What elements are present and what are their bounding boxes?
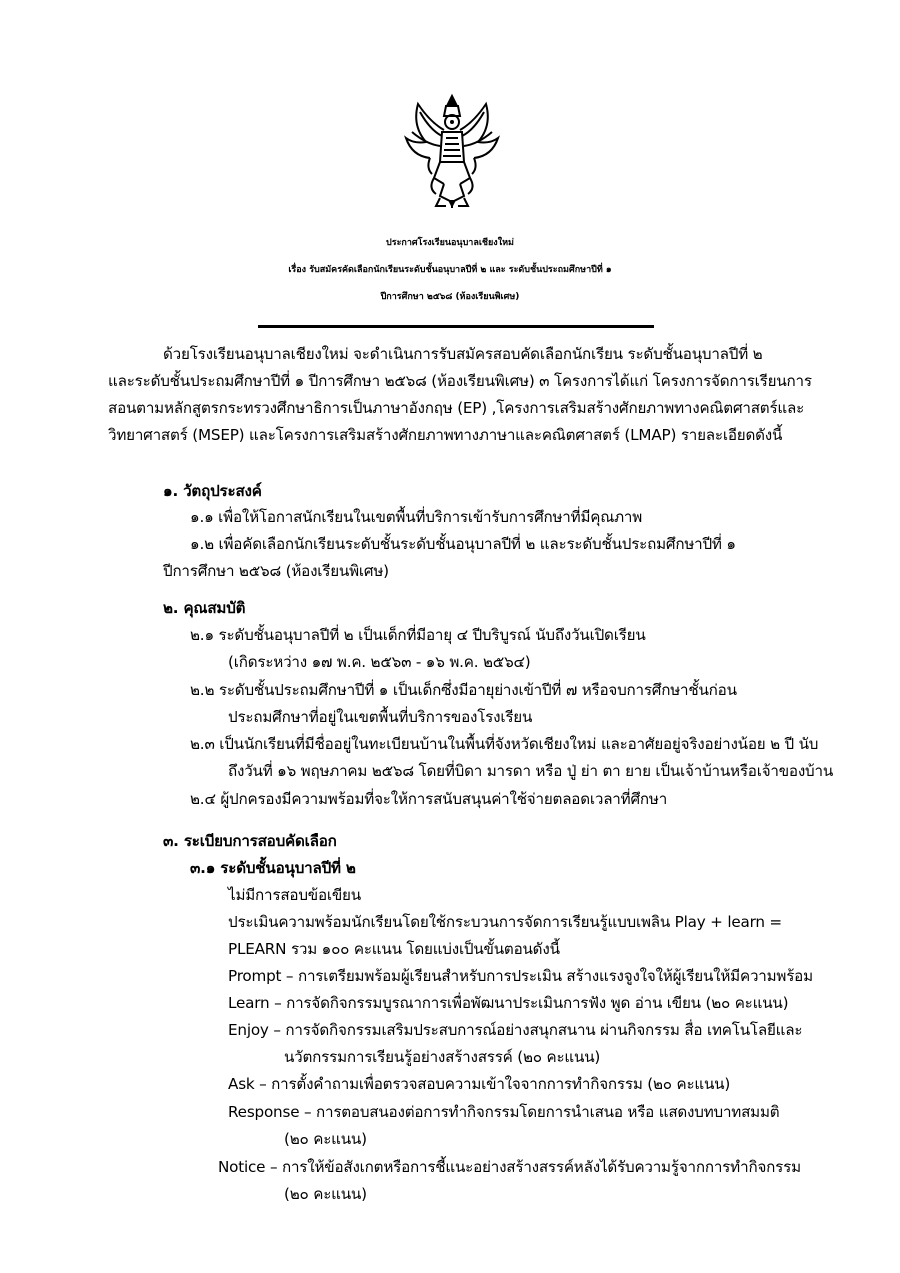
step-term: Ask: [228, 1075, 255, 1093]
step-desc: – การจัดกิจกรรมบูรณาการเพื่อพัฒนาประเมินการฟัง พูด อ่าน เขียน (๒๐ คะแนน): [269, 994, 789, 1012]
step-ask: [228, 1074, 730, 1094]
section-2-line: ประถมศึกษาที่อยู่ในเขตพื้นที่บริการของโรงเรียน: [228, 708, 533, 726]
step-response: [228, 1102, 779, 1122]
intro-line: สอนตามหลักสูตรกระทรวงศึกษาธิการเป็นภาษาอังกฤษ (EP) ,โครงการเสริมสร้างศักยภาพทางคณิตศาสตร์และ: [108, 399, 805, 417]
announcement-subject: เรื่อง รับสมัครคัดเลือกนักเรียนระดับชั้นอนุบาลปีที่ ๒ และ ระดับชั้นประถมศึกษาปีที่ ๑: [288, 265, 612, 275]
section-1-heading: ๑. วัตถุประสงค์: [163, 482, 262, 500]
section-2-line: ๒.๑ ระดับชั้นอนุบาลปีที่ ๒ เป็นเด็กที่มีอายุ ๔ ปีบริบูรณ์ นับถึงวันเปิดเรียน: [190, 626, 646, 644]
step-notice: [218, 1157, 801, 1177]
step-term: Notice: [218, 1158, 266, 1176]
step-learn: [228, 993, 788, 1013]
garuda-emblem-icon: [400, 92, 504, 210]
intro-line: วิทยาศาสตร์ (MSEP) และโครงการเสริมสร้างศักยภาพทางภาษาและคณิตศาสตร์ (LMAP) รายละเอียดดังนี้: [108, 426, 783, 444]
intro-line: และระดับชั้นประถมศึกษาปีที่ ๑ ปีการศึกษา ๒๕๖๘ (ห้องเรียนพิเศษ) ๓ โครงการได้แก่ โครงการจัดการเรียนการ: [108, 372, 812, 390]
step-term: Response: [228, 1103, 300, 1121]
section-3-subheading: ๓.๑ ระดับชั้นอนุบาลปีที่ ๒: [190, 859, 356, 877]
step-term: Prompt: [228, 967, 282, 985]
section-1-item: ๑.๑ เพื่อให้โอกาสนักเรียนในเขตพื้นที่บริการเข้ารับการศึกษาที่มีคุณภาพ: [190, 508, 643, 526]
step-response-cont: (๒๐ คะแนน): [284, 1130, 367, 1148]
step-enjoy: [228, 1020, 802, 1040]
announcement-title: ประกาศโรงเรียนอนุบาลเชียงใหม่: [386, 238, 514, 248]
section-3-heading: ๓. ระเบียบการสอบคัดเลือก: [163, 832, 337, 850]
intro-line: ด้วยโรงเรียนอนุบาลเชียงใหม่ จะดำเนินการรับสมัครสอบคัดเลือกนักเรียน ระดับชั้นอนุบาลปีที่ ๒: [163, 345, 763, 363]
section-2-line: (เกิดระหว่าง ๑๗ พ.ค. ๒๕๖๓ - ๑๖ พ.ค. ๒๕๖๔): [228, 653, 531, 671]
section-1-item: ๑.๒ เพื่อคัดเลือกนักเรียนระดับชั้นระดับชั้นอนุบาลปีที่ ๒ และระดับชั้นประถมศึกษาปีที่ ๑: [190, 535, 736, 553]
header-divider: [258, 325, 654, 328]
section-2-line: ๒.๔ ผู้ปกครองมีความพร้อมที่จะให้การสนับสนุนค่าใช้จ่ายตลอดเวลาที่ศึกษา: [190, 790, 668, 808]
section-1-item: ปีการศึกษา ๒๕๖๘ (ห้องเรียนพิเศษ): [163, 562, 389, 580]
assessment-line: ประเมินความพร้อมนักเรียนโดยใช้กระบวนการจัดการเรียนรู้แบบเพลิน Play + learn =: [228, 913, 782, 931]
step-desc: – การจัดกิจกรรมเสริมประสบการณ์อย่างสนุกสนาน ผ่านกิจกรรม สื่อ เทคโนโลยีและ: [268, 1021, 803, 1039]
announcement-year: ปีการศึกษา ๒๕๖๘ (ห้องเรียนพิเศษ): [380, 292, 520, 302]
step-desc: – การเตรียมพร้อมผู้เรียนสำหรับการประเมิน สร้างแรงจูงใจให้ผู้เรียนให้มีความพร้อม: [281, 967, 813, 985]
step-desc: – การตอบสนองต่อการทำกิจกรรมโดยการนำเสนอ หรือ แสดงบทบาทสมมติ: [299, 1103, 780, 1121]
step-term: Enjoy: [228, 1021, 269, 1039]
step-desc: – การให้ข้อสังเกตหรือการชี้แนะอย่างสร้างสรรค์หลังได้รับความรู้จากการทำกิจกรรม: [265, 1158, 801, 1176]
section-2-line: ๒.๒ ระดับชั้นประถมศึกษาปีที่ ๑ เป็นเด็กซึ่งมีอายุย่างเข้าปีที่ ๗ หรือจบการศึกษาชั้นก่อน: [190, 681, 737, 699]
section-2-line: ถึงวันที่ ๑๖ พฤษภาคม ๒๕๖๘ โดยที่บิดา มารดา หรือ ปู่ ย่า ตา ยาย เป็นเจ้าบ้านหรือเจ้าของบ้าน: [228, 762, 833, 780]
assessment-line: PLEARN รวม ๑๐๐ คะแนน โดยแบ่งเป็นขั้นตอนดังนี้: [228, 940, 560, 958]
no-written-exam: ไม่มีการสอบข้อเขียน: [228, 886, 361, 904]
step-notice-cont: (๒๐ คะแนน): [284, 1185, 367, 1203]
section-2-line: ๒.๓ เป็นนักเรียนที่มีชื่ออยู่ในทะเบียนบ้านในพื้นที่จังหวัดเชียงใหม่ และอาศัยอยู่จริงอย่างน้อย ๒ ปี นับ: [190, 735, 819, 753]
step-term: Learn: [228, 994, 270, 1012]
section-2-heading: ๒. คุณสมบัติ: [163, 599, 246, 617]
step-prompt: [228, 966, 813, 986]
step-enjoy-cont: นวัตกรรมการเรียนรู้อย่างสร้างสรรค์ (๒๐ คะแนน): [284, 1048, 601, 1066]
step-desc: – การตั้งคำถามเพื่อตรวจสอบความเข้าใจจากการทำกิจกรรม (๒๐ คะแนน): [254, 1075, 731, 1093]
